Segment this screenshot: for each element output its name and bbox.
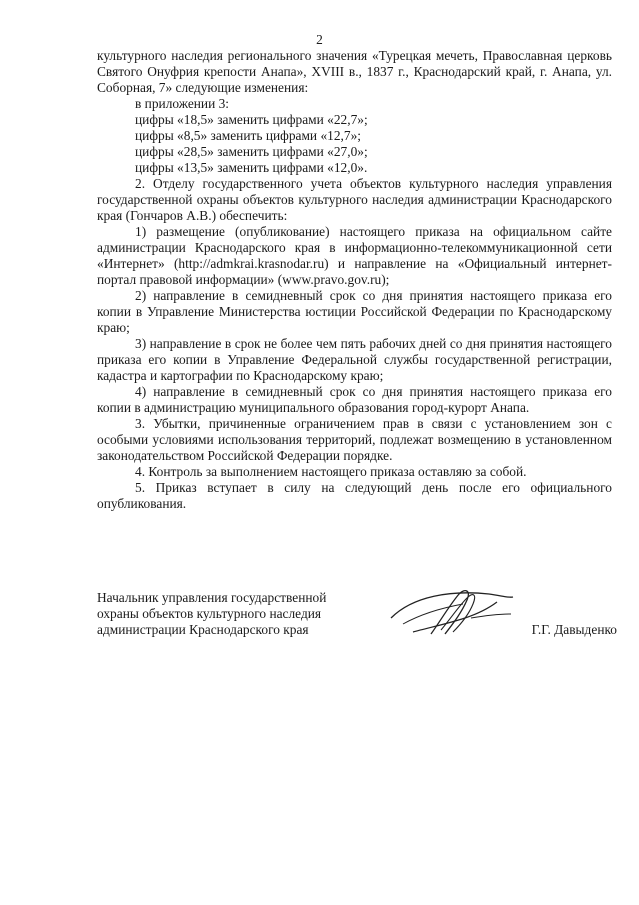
paragraph: цифры «13,5» заменить цифрами «12,0». <box>135 160 368 175</box>
paragraph: 5. Приказ вступает в силу на следующий день после его официального опубликования. <box>97 480 612 511</box>
signatory-title-line: администрации Краснодарского края <box>97 622 309 637</box>
paragraph: цифры «28,5» заменить цифрами «27,0»; <box>135 144 368 159</box>
paragraph: 4. Контроль за выполнением настоящего приказа оставляю за собой. <box>135 464 527 479</box>
paragraph: культурного наследия регионального значения «Турецкая мечеть, Православная церковь Святого Онуфрия крепости Анапа», XVIII в., 1837 г., Краснодарский край, г. Анапа, ул. Соборная, 7» следующие изменения: <box>97 48 612 95</box>
paragraph: цифры «18,5» заменить цифрами «22,7»; <box>135 112 368 127</box>
paragraph: 4) направление в семидневный срок со дня принятия настоящего приказа его копии в администрацию муниципального образования город-курорт Анапа. <box>97 384 612 415</box>
paragraph: цифры «8,5» заменить цифрами «12,7»; <box>135 128 361 143</box>
paragraph: 3) направление в срок не более чем пять рабочих дней со дня принятия настоящего приказа его копии в Управление Федеральной службы государственной регистрации, кадастра и картографии по Краснодарскому краю; <box>97 336 612 383</box>
signatory-title-line: охраны объектов культурного наследия <box>97 606 322 621</box>
paragraph: в приложении 3: <box>135 96 230 111</box>
paragraph: 2) направление в семидневный срок со дня принятия настоящего приказа его копии в Управление Министерства юстиции Российской Федерации по Краснодарскому краю; <box>97 288 612 335</box>
paragraph: 2. Отделу государственного учета объектов культурного наследия управления государственной охраны объектов культурного наследия администрации Краснодарского края (Гончаров А.В.) обеспечить: <box>97 176 612 223</box>
paragraph: 3. Убытки, причиненные ограничением прав в связи с установлением зон с особыми условиями использования территорий, подлежат возмещению в установленном законодательством Российской Федерации порядке. <box>97 416 612 463</box>
handwritten-signature <box>387 584 517 644</box>
signatory-name: Г.Г. Давыденко <box>531 622 617 637</box>
signature-block <box>97 590 617 660</box>
signatory-title-line: Начальник управления государственной <box>97 590 327 605</box>
paragraph: 1) размещение (опубликование) настоящего приказа на официальном сайте администрации Краснодарского края в информационно-телекоммуникационной сети «Интернет» (http://admkrai.krasnodar.ru) и направление на «Официальный интернет-портал правовой информации» (www.pravo.gov.ru); <box>97 224 612 287</box>
document-body <box>97 48 612 512</box>
signatory-title <box>97 590 387 638</box>
page-number: 2 <box>316 32 323 47</box>
